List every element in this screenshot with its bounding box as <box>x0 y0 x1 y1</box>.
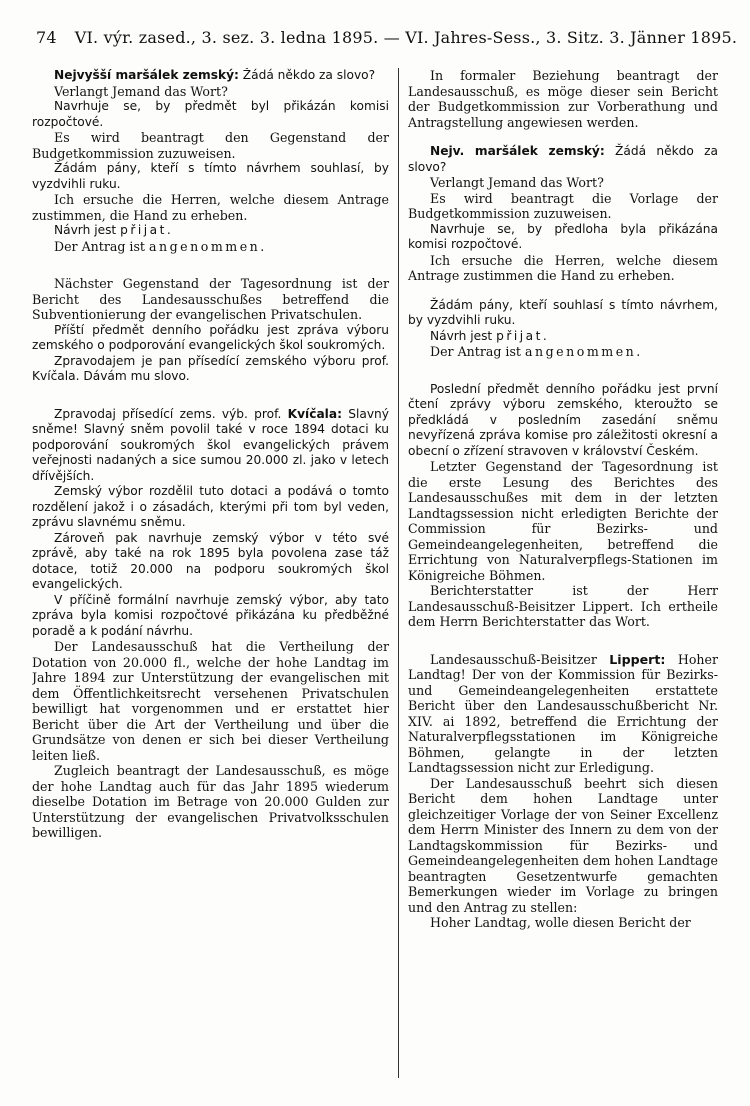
paragraph-text: Der Landesausschuß hat die Vertheilung der Dotation von 20.000 fl., welche der hohe Landtag im Jahre 1894 zur Unterstützung der evangelischen mit dem Öffentlichkeitsrecht versehenen Privatschulen bewilligt hat vorgenommen und er erstattet hier Bericht über die Art der Vertheilung und über die Grundsätze von denen er sich bei dieser Vertheilung leiten ließ. <box>32 639 389 763</box>
paragraph <box>32 763 389 841</box>
paragraph <box>408 298 718 329</box>
paragraph-lead: Landesausschuß-Beisitzer <box>430 651 610 667</box>
paragraph-lead: Návrh jest <box>54 223 121 237</box>
paragraph <box>408 583 718 630</box>
paragraph-text: Verlangt Jemand das Wort? <box>430 175 604 190</box>
paragraph <box>32 239 389 255</box>
paragraph <box>32 161 389 192</box>
running-title: VI. výr. zased., 3. sez. 3. ledna 1895. — VI. Jahres-Sess., 3. Sitz. 3. Jänner 1895. <box>74 28 738 47</box>
paragraph-text: Hoher Landtag! Der von der Kommission für Bezirks- und Gemeindeangelegenheiten erstattete Bericht über den Landesausschußbericht Nr. XIV. ai 1892, betreffend die Errichtung der Naturalverpflegsstationen im Königreiche Böhmen, gelangte in der letzten Landtagssession nicht zur Erledigung. <box>408 651 718 775</box>
paragraph-text: Berichterstatter ist der Herr Landesausschuß-Beisitzer Lippert. Ich ertheile dem Herrn Berichterstatter das Wort. <box>408 583 718 629</box>
paragraph-text: Zpravodajem je pan přísedící zemského výboru prof. Kvíčala. Dávám mu slovo. <box>32 353 389 383</box>
paragraph-text: Der Landesausschuß beehrt sich diesen Bericht dem hohen Landtage unter gleichzeitiger Vorlage der von Seiner Excellenz dem Herrn Minister des Innern zu dem von der Landtagskommission für Bezirks- und Gemeindeangelegenheiten dem hohen Landtage beantragten Gesetzentwurfe gemachten Bemerkungen wieder im Vorlage zu bringen und den Antrag zu stellen: <box>408 775 718 915</box>
paragraph <box>408 175 718 191</box>
paragraph-tail: . <box>636 344 641 359</box>
paragraph-text: Zugleich beantragt der Landesausschuß, es möge der hohe Landtag auch für das Jahr 1895 wiederum dieselbe Dotation im Betrage von 20.000 Gulden zur Unterstützung der evangelischen Privatvolksschulen bewilligen. <box>32 763 389 840</box>
speaker-name: Kvíčala: <box>287 406 342 421</box>
paragraph <box>408 382 718 460</box>
paragraph-text: Zemský výbor rozdělil tuto dotaci a podává o tomto rozdělení jakož i o zásadách, kterými při tom byl veden, zprávu slavnému sněmu. <box>32 484 389 529</box>
right-column <box>398 68 718 1078</box>
paragraph-text: Navrhuje se, by předmět byl přikázán komisi rozpočtové. <box>32 99 389 129</box>
paragraph <box>408 459 718 583</box>
spaced-word: angenommen <box>149 238 261 254</box>
paragraph-text: Es wird beantragt den Gegenstand der Budgetkommission zuzuweisen. <box>32 130 389 161</box>
paragraph <box>408 68 718 130</box>
speaker-name: Nejvyšší maršálek zemský: <box>54 68 239 82</box>
paragraph <box>32 192 389 223</box>
paragraph-text: Žádám pány, kteří s tímto návrhem souhlasí, by vyzdvihli ruku. <box>32 161 389 191</box>
paragraph <box>32 99 389 130</box>
paragraph <box>32 130 389 161</box>
paragraph <box>408 329 718 345</box>
paragraph <box>32 223 389 239</box>
paragraph-lead: Návrh jest <box>430 328 497 343</box>
paragraph <box>32 276 389 323</box>
speaker-name: Nejv. maršálek zemský: <box>430 144 605 158</box>
spaced-word: přijat <box>496 328 543 343</box>
paragraph <box>408 253 718 284</box>
paragraph-text: Es wird beantragt die Vorlage der Budgetkommission zuzuweisen. <box>408 190 718 221</box>
paragraph <box>408 915 718 931</box>
spaced-word: přijat <box>120 223 167 237</box>
paragraph-text: Poslední předmět denního pořádku jest první čtení zprávy výboru zemského, kteroužto se předkládá v posledním zasedání sněmu nevyřízená zpráva komise pro záležitosti okresní a obecní o zřízení stravoven v království Českém. <box>408 381 718 458</box>
paragraph <box>32 407 389 485</box>
page-header <box>32 28 738 54</box>
spaced-word: angenommen <box>525 344 637 359</box>
paragraph-text: Nächster Gegenstand der Tagesordnung ist der Bericht des Landesausschußes betreffend die Subventionierung der evangelischen Privatschulen. <box>32 276 389 322</box>
paragraph-text: Žádám pány, kteří souhlasí s tímto návrhem, by vyzdvihli ruku. <box>408 297 718 327</box>
paragraph <box>408 652 718 776</box>
paragraph-text: Žádá někdo za slovo? <box>408 144 718 174</box>
paragraph <box>408 222 718 253</box>
paragraph-text: Slavný sněme! Slavný sněm povolil také v roce 1894 dotaci ku podporování soukromých škol evangelických právem veřejnosti nadaných a sice sumou 20.000 zl. jako v letech dřívějších. <box>32 406 389 483</box>
paragraph <box>408 191 718 222</box>
paragraph <box>32 84 389 100</box>
paragraph <box>408 776 718 916</box>
left-column <box>32 68 398 1078</box>
paragraph <box>32 354 389 385</box>
paragraph-text: Příští předmět denního pořádku jest zpráva výboru zemského o podporování evangelických škol soukromých. <box>32 322 389 352</box>
paragraph-text: Zároveň pak navrhuje zemský výbor v této své zprávě, aby také na rok 1895 byla povolena zase táž dotace, totiž 20.000 na podporu soukromých škol evangelických. <box>32 530 389 591</box>
paragraph-text: Hoher Landtag, wolle diesen Bericht der <box>430 915 691 930</box>
text-columns <box>32 68 720 1078</box>
paragraph-text: Žádá někdo za slovo? <box>238 68 376 82</box>
paragraph-lead: Der Antrag ist <box>430 344 525 359</box>
paragraph <box>32 323 389 354</box>
paragraph <box>32 593 389 640</box>
paragraph-tail: . <box>260 238 265 254</box>
page-number: 74 <box>36 28 57 47</box>
paragraph <box>408 144 718 175</box>
paragraph <box>32 68 389 84</box>
paragraph-text: Verlangt Jemand das Wort? <box>54 83 228 99</box>
paragraph-text: Ich ersuche die Herren, welche diesem Antrage zustimmen, die Hand zu erheben. <box>32 192 389 223</box>
paragraph-text: V příčině formální navrhuje zemský výbor, aby tato zpráva byla komisi rozpočtové přikázána ku předběžné poradě a k podání návrhu. <box>32 592 389 638</box>
speaker-name: Lippert: <box>609 651 666 667</box>
paragraph <box>32 531 389 593</box>
paragraph-tail: . <box>166 223 171 237</box>
paragraph-text: Letzter Gegenstand der Tagesordnung ist die erste Lesung des Berichtes des Landesausschußes mit dem in der letzten Landtagssession nicht erledigten Berichte der Commission für Bezirks- und Gemeindeangelegenheiten, betreffend die Errichtung von Naturalverpflegs-Stationen im Königreiche Böhmen. <box>408 459 718 583</box>
paragraph-tail: . <box>542 328 547 343</box>
paragraph-lead: Der Antrag ist <box>54 238 149 254</box>
paragraph-text: Navrhuje se, by předloha byla přikázána komisi rozpočtové. <box>408 221 718 251</box>
paragraph-lead: Zpravodaj přísedící zems. výb. prof. <box>54 406 288 421</box>
paragraph <box>32 484 389 531</box>
paragraph <box>408 344 718 360</box>
paragraph-text: Ich ersuche die Herren, welche diesem Antrage zustimmen die Hand zu erheben. <box>408 252 718 283</box>
paragraph-text: In formaler Beziehung beantragt der Landesausschuß, es möge dieser sein Bericht der Budgetkommission zur Vorberathung und Antragstellung angewiesen werden. <box>408 68 718 130</box>
paragraph <box>32 639 389 763</box>
